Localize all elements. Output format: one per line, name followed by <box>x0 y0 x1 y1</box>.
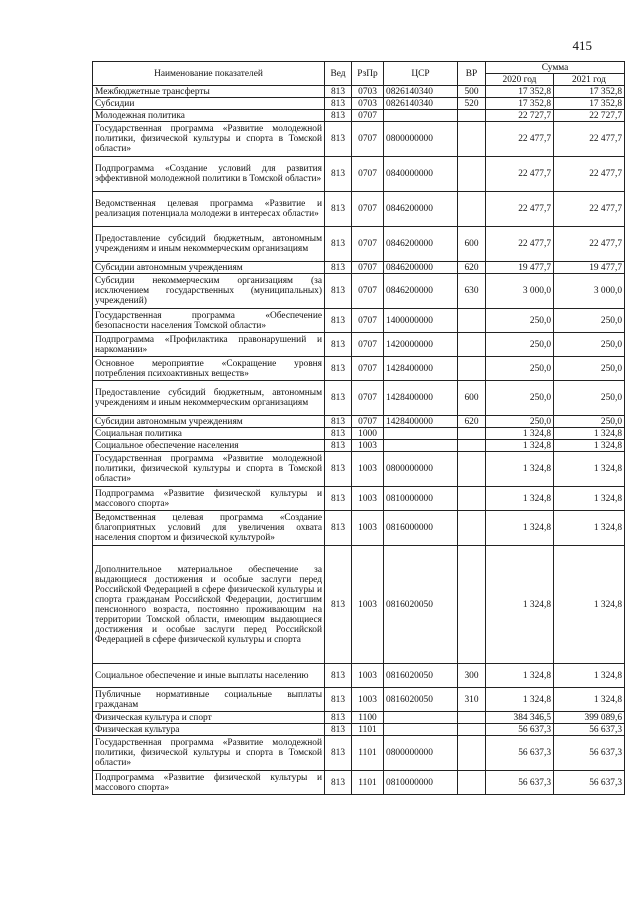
table-row <box>93 487 625 511</box>
cell-2020: 22 477,7 <box>486 192 554 227</box>
cell-rzpr: 1003 <box>352 487 384 511</box>
cell-rzpr: 0707 <box>352 274 384 309</box>
cell-rzpr: 1003 <box>352 546 384 664</box>
cell-2020: 22 477,7 <box>486 122 554 157</box>
cell-ved: 813 <box>325 122 352 157</box>
cell-rzpr: 0707 <box>352 192 384 227</box>
header-ved: Вед <box>325 62 352 86</box>
cell-vr <box>458 771 486 795</box>
cell-ved: 813 <box>325 452 352 487</box>
cell-2020: 19 477,7 <box>486 262 554 274</box>
table-row <box>93 724 625 736</box>
cell-name: Основное мероприятие «Сокращение уровня потребления психоактивных веществ» <box>93 357 325 381</box>
cell-csr <box>384 440 458 452</box>
cell-ved: 813 <box>325 262 352 274</box>
cell-vr <box>458 487 486 511</box>
table-row <box>93 86 625 98</box>
cell-2020: 3 000,0 <box>486 274 554 309</box>
cell-2021: 1 324,8 <box>554 440 625 452</box>
cell-2021: 1 324,8 <box>554 546 625 664</box>
cell-ved: 813 <box>325 333 352 357</box>
cell-2020: 22 727,7 <box>486 110 554 122</box>
cell-name: Подпрограмма «Создание условий для развития эффективной молодежной политики в Томской области» <box>93 157 325 192</box>
cell-name: Предоставление субсидий бюджетным, автономным учреждениям и иным некоммерческим организациям <box>93 381 325 416</box>
cell-rzpr: 0707 <box>352 227 384 262</box>
cell-ved: 813 <box>325 274 352 309</box>
cell-name: Социальное обеспечение и иные выплаты населению <box>93 664 325 688</box>
cell-2021: 56 637,3 <box>554 771 625 795</box>
cell-2020: 22 477,7 <box>486 227 554 262</box>
header-rzpr: РзПр <box>352 62 384 86</box>
cell-name: Дополнительное материальное обеспечение за выдающиеся достижения и особые заслуги перед Российской Федерацией в сфере физической культуры и спорта гражданам Российской Федерации, достигшим пенсионного возраста, постоянно проживающим на территории Томской области, имеющим выдающиеся достижения и особые заслуги перед Российской Федерацией в сфере физической культуры и спорта <box>93 546 325 664</box>
table-row <box>93 98 625 110</box>
cell-vr <box>458 157 486 192</box>
cell-vr <box>458 309 486 333</box>
cell-2020: 56 637,3 <box>486 771 554 795</box>
cell-ved: 813 <box>325 736 352 771</box>
table-row <box>93 688 625 712</box>
cell-ved: 813 <box>325 110 352 122</box>
cell-2021: 56 637,3 <box>554 724 625 736</box>
cell-ved: 813 <box>325 309 352 333</box>
cell-csr: 0840000000 <box>384 157 458 192</box>
cell-rzpr: 0707 <box>352 416 384 428</box>
cell-ved: 813 <box>325 416 352 428</box>
cell-vr <box>458 452 486 487</box>
cell-2021: 1 324,8 <box>554 452 625 487</box>
cell-2021: 1 324,8 <box>554 511 625 546</box>
table-row <box>93 712 625 724</box>
cell-name: Государственная программа «Обеспечение безопасности населения Томской области» <box>93 309 325 333</box>
cell-2020: 17 352,8 <box>486 98 554 110</box>
cell-ved: 813 <box>325 487 352 511</box>
cell-vr <box>458 192 486 227</box>
cell-vr: 600 <box>458 381 486 416</box>
cell-rzpr: 1003 <box>352 664 384 688</box>
cell-2021: 1 324,8 <box>554 688 625 712</box>
header-sum: Сумма <box>486 62 625 74</box>
cell-csr: 0816020050 <box>384 688 458 712</box>
table-row <box>93 157 625 192</box>
cell-name: Физическая культура <box>93 724 325 736</box>
cell-csr: 1428400000 <box>384 381 458 416</box>
cell-ved: 813 <box>325 771 352 795</box>
cell-name: Государственная программа «Развитие молодежной политики, физической культуры и спорта в Томской области» <box>93 736 325 771</box>
cell-2021: 250,0 <box>554 309 625 333</box>
cell-csr: 0810000000 <box>384 487 458 511</box>
cell-2020: 250,0 <box>486 416 554 428</box>
cell-2021: 250,0 <box>554 333 625 357</box>
table-row <box>93 227 625 262</box>
cell-rzpr: 0703 <box>352 98 384 110</box>
cell-csr <box>384 712 458 724</box>
cell-2021: 19 477,7 <box>554 262 625 274</box>
cell-2021: 1 324,8 <box>554 664 625 688</box>
cell-ved: 813 <box>325 192 352 227</box>
cell-2021: 3 000,0 <box>554 274 625 309</box>
cell-2020: 56 637,3 <box>486 724 554 736</box>
table-row <box>93 274 625 309</box>
cell-csr: 0816020050 <box>384 664 458 688</box>
cell-rzpr: 1101 <box>352 736 384 771</box>
cell-rzpr: 0707 <box>352 122 384 157</box>
table-row <box>93 309 625 333</box>
cell-vr: 520 <box>458 98 486 110</box>
cell-ved: 813 <box>325 98 352 110</box>
cell-name: Социальное обеспечение населения <box>93 440 325 452</box>
budget-table <box>92 61 625 795</box>
cell-csr: 0826140340 <box>384 86 458 98</box>
cell-2020: 1 324,8 <box>486 664 554 688</box>
cell-2020: 250,0 <box>486 381 554 416</box>
cell-csr: 0816020050 <box>384 546 458 664</box>
cell-name: Молодежная политика <box>93 110 325 122</box>
cell-ved: 813 <box>325 724 352 736</box>
table-row <box>93 452 625 487</box>
cell-ved: 813 <box>325 712 352 724</box>
table-row <box>93 511 625 546</box>
cell-name: Социальная политика <box>93 428 325 440</box>
cell-ved: 813 <box>325 546 352 664</box>
cell-name: Межбюджетные трансферты <box>93 86 325 98</box>
cell-name: Подпрограмма «Профилактика правонарушений и наркомании» <box>93 333 325 357</box>
cell-name: Субсидии автономным учреждениям <box>93 416 325 428</box>
cell-vr <box>458 122 486 157</box>
cell-2020: 56 637,3 <box>486 736 554 771</box>
cell-ved: 813 <box>325 381 352 416</box>
cell-2020: 384 346,5 <box>486 712 554 724</box>
cell-rzpr: 1003 <box>352 688 384 712</box>
cell-csr: 0826140340 <box>384 98 458 110</box>
cell-csr <box>384 428 458 440</box>
cell-name: Публичные нормативные социальные выплаты гражданам <box>93 688 325 712</box>
cell-vr <box>458 712 486 724</box>
cell-csr: 0810000000 <box>384 771 458 795</box>
cell-rzpr: 1003 <box>352 511 384 546</box>
cell-rzpr: 0707 <box>352 333 384 357</box>
cell-vr: 600 <box>458 227 486 262</box>
cell-2021: 22 477,7 <box>554 157 625 192</box>
cell-2021: 17 352,8 <box>554 86 625 98</box>
table-row <box>93 110 625 122</box>
header-csr: ЦСР <box>384 62 458 86</box>
cell-rzpr: 1003 <box>352 452 384 487</box>
cell-vr <box>458 440 486 452</box>
cell-name: Субсидии <box>93 98 325 110</box>
cell-2021: 250,0 <box>554 416 625 428</box>
cell-2021: 22 727,7 <box>554 110 625 122</box>
cell-2020: 1 324,8 <box>486 487 554 511</box>
cell-2020: 17 352,8 <box>486 86 554 98</box>
cell-csr: 0846200000 <box>384 274 458 309</box>
cell-2020: 1 324,8 <box>486 440 554 452</box>
cell-ved: 813 <box>325 357 352 381</box>
cell-name: Ведомственная целевая программа «Развитие и реализация потенциала молодежи в интересах области» <box>93 192 325 227</box>
cell-2020: 250,0 <box>486 357 554 381</box>
table-row <box>93 736 625 771</box>
cell-vr: 620 <box>458 416 486 428</box>
cell-ved: 813 <box>325 511 352 546</box>
cell-rzpr: 0707 <box>352 381 384 416</box>
cell-name: Субсидии некоммерческим организациям (за исключением государственных (муниципальных) учреждений) <box>93 274 325 309</box>
cell-2020: 1 324,8 <box>486 511 554 546</box>
table-row <box>93 440 625 452</box>
cell-rzpr: 1100 <box>352 712 384 724</box>
cell-vr <box>458 546 486 664</box>
header-2021: 2021 год <box>554 74 625 86</box>
cell-name: Ведомственная целевая программа «Создание благоприятных условий для увеличения охвата населения спортом и физической культурой» <box>93 511 325 546</box>
cell-2020: 1 324,8 <box>486 452 554 487</box>
cell-csr: 0800000000 <box>384 452 458 487</box>
cell-rzpr: 0703 <box>352 86 384 98</box>
table-row <box>93 192 625 227</box>
table-row <box>93 428 625 440</box>
cell-name: Физическая культура и спорт <box>93 712 325 724</box>
cell-vr: 620 <box>458 262 486 274</box>
cell-2020: 250,0 <box>486 333 554 357</box>
cell-rzpr: 1101 <box>352 724 384 736</box>
table-row <box>93 416 625 428</box>
cell-vr <box>458 511 486 546</box>
cell-name: Государственная программа «Развитие молодежной политики, физической культуры и спорта в Томской области» <box>93 452 325 487</box>
header-name: Наименование показателей <box>93 62 325 86</box>
cell-2020: 250,0 <box>486 309 554 333</box>
cell-vr <box>458 428 486 440</box>
table-row <box>93 262 625 274</box>
cell-csr: 1400000000 <box>384 309 458 333</box>
cell-ved: 813 <box>325 440 352 452</box>
cell-2021: 250,0 <box>554 357 625 381</box>
cell-name: Подпрограмма «Развитие физической культуры и массового спорта» <box>93 771 325 795</box>
cell-vr: 300 <box>458 664 486 688</box>
cell-csr: 0846200000 <box>384 262 458 274</box>
cell-rzpr: 1000 <box>352 428 384 440</box>
cell-csr: 1428400000 <box>384 416 458 428</box>
table-row <box>93 381 625 416</box>
cell-vr <box>458 724 486 736</box>
cell-ved: 813 <box>325 428 352 440</box>
cell-rzpr: 0707 <box>352 357 384 381</box>
table-row <box>93 546 625 664</box>
table-row <box>93 357 625 381</box>
cell-2020: 1 324,8 <box>486 546 554 664</box>
cell-2021: 22 477,7 <box>554 192 625 227</box>
cell-csr: 0800000000 <box>384 122 458 157</box>
cell-ved: 813 <box>325 227 352 262</box>
cell-vr: 310 <box>458 688 486 712</box>
cell-ved: 813 <box>325 688 352 712</box>
cell-2020: 1 324,8 <box>486 428 554 440</box>
cell-name: Субсидии автономным учреждениям <box>93 262 325 274</box>
cell-name: Подпрограмма «Развитие физической культуры и массового спорта» <box>93 487 325 511</box>
cell-rzpr: 0707 <box>352 157 384 192</box>
cell-rzpr: 0707 <box>352 110 384 122</box>
cell-2021: 22 477,7 <box>554 122 625 157</box>
cell-vr <box>458 736 486 771</box>
cell-vr <box>458 110 486 122</box>
cell-csr: 0846200000 <box>384 227 458 262</box>
cell-csr <box>384 724 458 736</box>
cell-csr: 0800000000 <box>384 736 458 771</box>
cell-2021: 1 324,8 <box>554 428 625 440</box>
cell-vr: 630 <box>458 274 486 309</box>
cell-csr: 0816000000 <box>384 511 458 546</box>
cell-rzpr: 0707 <box>352 309 384 333</box>
cell-2021: 399 089,6 <box>554 712 625 724</box>
table-body <box>93 86 625 795</box>
cell-csr: 1428400000 <box>384 357 458 381</box>
cell-vr <box>458 357 486 381</box>
cell-2020: 1 324,8 <box>486 688 554 712</box>
cell-2021: 250,0 <box>554 381 625 416</box>
cell-ved: 813 <box>325 664 352 688</box>
cell-2021: 1 324,8 <box>554 487 625 511</box>
cell-name: Предоставление субсидий бюджетным, автономным учреждениям и иным некоммерческим организациям <box>93 227 325 262</box>
cell-rzpr: 0707 <box>352 262 384 274</box>
header-vr: ВР <box>458 62 486 86</box>
cell-vr <box>458 333 486 357</box>
cell-2020: 22 477,7 <box>486 157 554 192</box>
cell-csr: 0846200000 <box>384 192 458 227</box>
table-row <box>93 122 625 157</box>
cell-rzpr: 1003 <box>352 440 384 452</box>
cell-rzpr: 1101 <box>352 771 384 795</box>
cell-2021: 22 477,7 <box>554 227 625 262</box>
header-2020: 2020 год <box>486 74 554 86</box>
cell-ved: 813 <box>325 86 352 98</box>
table-row <box>93 771 625 795</box>
cell-vr: 500 <box>458 86 486 98</box>
cell-csr <box>384 110 458 122</box>
page-number: 415 <box>572 38 592 53</box>
cell-2021: 17 352,8 <box>554 98 625 110</box>
cell-ved: 813 <box>325 157 352 192</box>
table-row <box>93 333 625 357</box>
cell-2021: 56 637,3 <box>554 736 625 771</box>
table-row <box>93 664 625 688</box>
cell-csr: 1420000000 <box>384 333 458 357</box>
cell-name: Государственная программа «Развитие молодежной политики, физической культуры и спорта в Томской области» <box>93 122 325 157</box>
